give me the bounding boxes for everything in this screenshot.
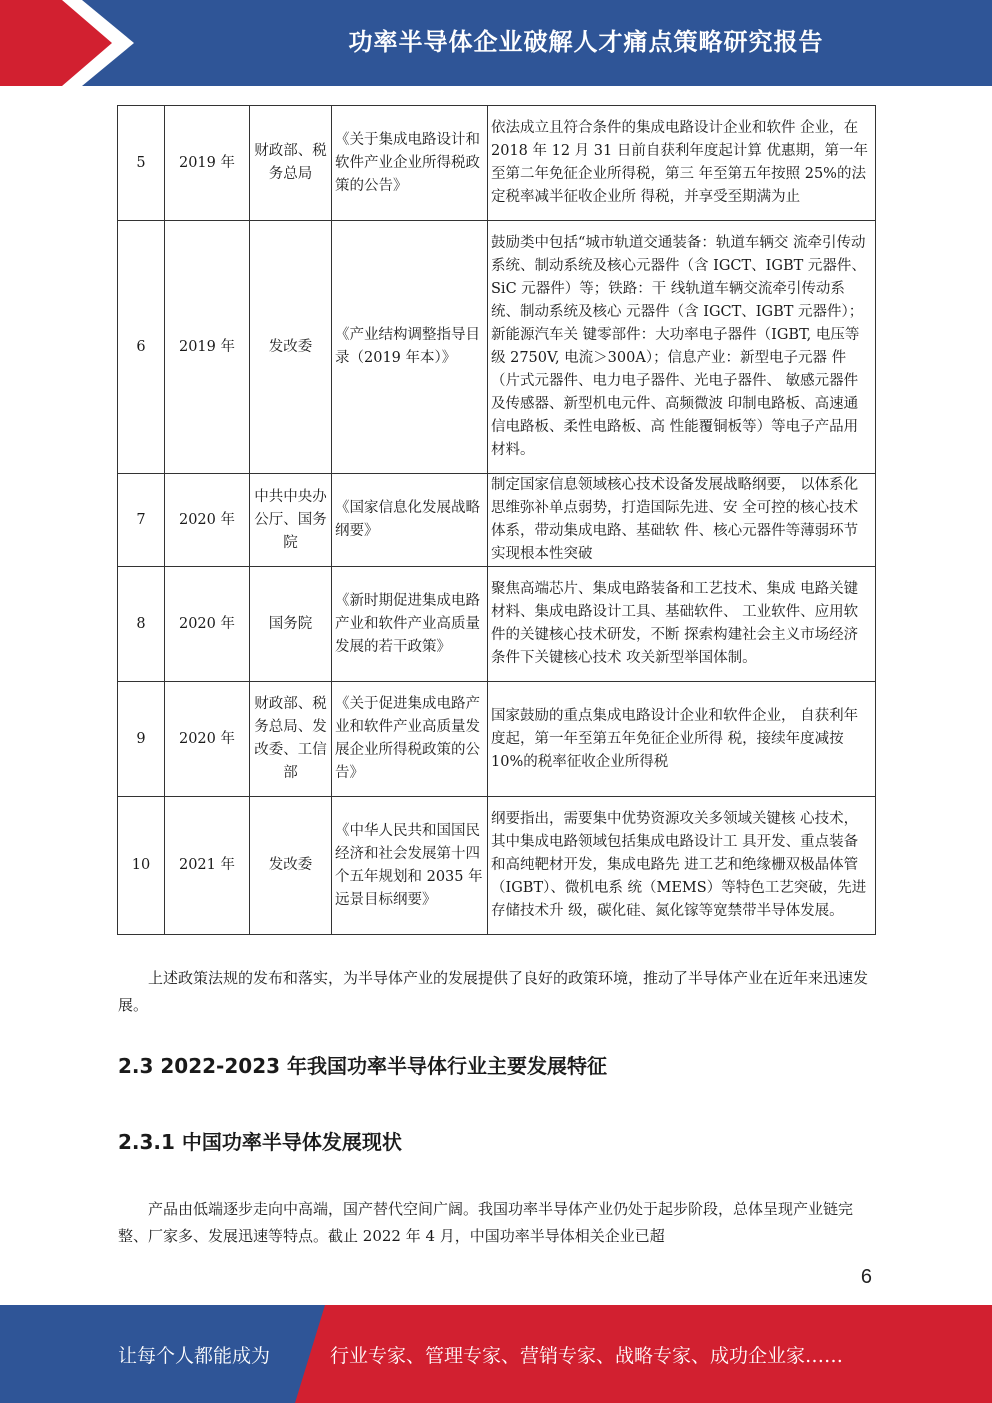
row-description: 聚焦高端芯片、集成电路装备和工艺技术、集成 电路关键材料、集成电路设计工具、基础软件、 工业软件、应用软件的关键核心技术研发，不断 探索构建社会主义市场经济条件下关键核心技术 攻关新型举国体制。	[488, 567, 876, 682]
section-heading-2-3-1: 2.3.1 中国功率半导体发展现状	[118, 1130, 402, 1154]
policy-summary-paragraph: 上述政策法规的发布和落实，为半导体产业的发展提供了良好的政策环境，推动了半导体产业在近年来迅速发展。	[118, 969, 869, 1014]
row-year: 2021 年	[165, 797, 250, 935]
page-footer	[0, 1305, 992, 1403]
row-policy-name: 《关于集成电路设计和软件产业企业所得税政策的公告》	[332, 106, 488, 221]
row-year: 2019 年	[165, 106, 250, 221]
footer-slogan-right: 行业专家、管理专家、营销专家、战略专家、成功企业家……	[330, 1345, 844, 1367]
row-department: 国务院	[250, 567, 332, 682]
row-number: 7	[118, 474, 165, 567]
report-title: 功率半导体企业破解人才痛点策略研究报告	[348, 28, 824, 56]
page-header	[0, 0, 992, 86]
row-policy-name: 《新时期促进集成电路产业和软件产业高质量发展的若干政策》	[332, 567, 488, 682]
row-department: 财政部、税务总局、发改委、工信部	[250, 682, 332, 797]
row-year: 2019 年	[165, 221, 250, 474]
row-description: 纲要指出，需要集中优势资源攻关多领域关键核 心技术，其中集成电路领域包括集成电路设计工 具开发、重点装备和高纯靶材开发，集成电路先 进工艺和绝缘栅双极晶体管（IGBT）、微机电系 统（MEMS）等特色工艺突破，先进存储技术升 级，碳化硅、氮化镓等宽禁带半导体发展。	[488, 797, 876, 935]
row-description: 依法成立且符合条件的集成电路设计企业和软件 企业，在 2018 年 12 月 31 日前自获利年度起计算 优惠期，第一年至第二年免征企业所得税，第三 年至第五年按照 25%的法定税率减半征收企业所 得税，并享受至期满为止	[488, 106, 876, 221]
row-policy-name: 《关于促进集成电路产业和软件产业高质量发展企业所得税政策的公告》	[332, 682, 488, 797]
row-policy-name: 《产业结构调整指导目录（2019 年本）》	[332, 221, 488, 474]
row-number: 6	[118, 221, 165, 474]
development-status-paragraph: 产品由低端逐步走向中高端，国产替代空间广阔。我国功率半导体产业仍处于起步阶段，总体呈现产业链完整、厂家多、发展迅速等特点。截止 2022 年 4 月，中国功率半导体相关企业已超	[118, 1200, 854, 1245]
row-department: 中共中央办公厅、国务院	[250, 474, 332, 567]
row-department: 财政部、税务总局	[250, 106, 332, 221]
table-row	[118, 682, 876, 797]
row-description: 鼓励类中包括“城市轨道交通装备：轨道车辆交 流牵引传动系统、制动系统及核心元器件（含 IGCT、IGBT 元器件、SiC 元器件）等；铁路：干 线轨道车辆交流牵引传动系统、制动系统及核心 元器件（含 IGCT、IGBT 元器件）；新能源汽车关 键零部件：大功率电子器件（IGBT, 电压等级 2750V, 电流＞300A）；信息产业：新型电子元器 件（片式元器件、电力电子器件、光电子器件、 敏感元器件及传感器、新型机电元件、高频微波 印制电路板、高速通信电路板、柔性电路板、高 性能覆铜板等）等电子产品用材料。	[488, 221, 876, 474]
table-row	[118, 221, 876, 474]
footer-slogan-left: 让每个人都能成为	[118, 1345, 271, 1367]
row-number: 9	[118, 682, 165, 797]
row-description: 制定国家信息领域核心技术设备发展战略纲要， 以体系化思维弥补单点弱势，打造国际先进、安 全可控的核心技术体系，带动集成电路、基础软 件、核心元器件等薄弱环节实现根本性突破	[488, 474, 876, 567]
policy-table	[117, 105, 876, 935]
row-department: 发改委	[250, 797, 332, 935]
table-row	[118, 474, 876, 567]
row-year: 2020 年	[165, 474, 250, 567]
table-row	[118, 567, 876, 682]
row-number: 8	[118, 567, 165, 682]
header-red-chevron	[0, 0, 140, 86]
row-number: 10	[118, 797, 165, 935]
page-number: 6	[860, 1266, 872, 1288]
row-year: 2020 年	[165, 567, 250, 682]
row-description: 国家鼓励的重点集成电路设计企业和软件企业， 自获利年度起，第一年至第五年免征企业所得 税，接续年度减按 10%的税率征收企业所得税	[488, 682, 876, 797]
row-policy-name: 《国家信息化发展战略纲要》	[332, 474, 488, 567]
row-year: 2020 年	[165, 682, 250, 797]
row-number: 5	[118, 106, 165, 221]
table-row	[118, 797, 876, 935]
row-department: 发改委	[250, 221, 332, 474]
table-row	[118, 106, 876, 221]
section-heading-2-3: 2.3 2022-2023 年我国功率半导体行业主要发展特征	[118, 1054, 607, 1078]
row-policy-name: 《中华人民共和国国民经济和社会发展第十四个五年规划和 2035 年远景目标纲要》	[332, 797, 488, 935]
